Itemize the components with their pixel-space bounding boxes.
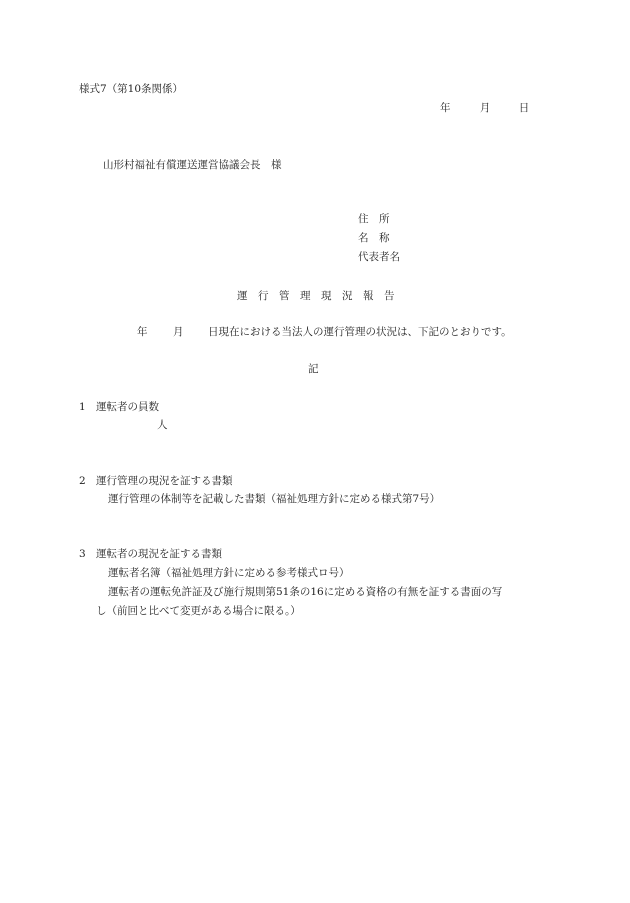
section-1-line-1: 人 (157, 419, 168, 431)
section-1-heading: 運転者の員数 (96, 401, 159, 413)
section-3-number: 3 (79, 548, 86, 560)
section-2-number: 2 (79, 475, 86, 487)
addressee: 山形村福祉有償運送運営協議会長 様 (103, 159, 282, 171)
statement-text: 日現在における当法人の運行管理の状況は、下記のとおりです。 (208, 326, 512, 338)
document-title: 運 行 管 理 現 況 報 告 (237, 290, 395, 302)
section-2-line-1: 運行管理の体制等を記載した書類（福祉処理方針に定める様式第7号） (108, 493, 441, 505)
section-3-heading: 運転者の現況を証する書類 (96, 548, 222, 560)
sender-address-label: 住 所 (358, 213, 390, 225)
form-label: 様式7（第10条関係） (79, 83, 184, 95)
date-day: 日 (518, 102, 530, 114)
date-year: 年 (440, 102, 451, 114)
sender-representative-label: 代表者名 (358, 251, 400, 263)
section-3-line-1: 運転者名簿（福祉処理方針に定める参考様式ロ号） (108, 567, 350, 579)
date-month: 月 (479, 102, 491, 114)
date-line (440, 101, 529, 115)
section-2-heading: 運行管理の現況を証する書類 (96, 475, 233, 487)
ki-mark: 記 (308, 363, 319, 375)
statement-month: 月 (173, 326, 184, 338)
statement-year: 年 (137, 326, 148, 338)
sender-name-label: 名 称 (358, 232, 390, 244)
section-3-line-3: し（前回と比べて変更がある場合に限る。） (96, 605, 301, 617)
section-1-number: 1 (79, 401, 86, 413)
section-3-line-2: 運転者の運転免許証及び施行規則第51条の16に定める資格の有無を証する書面の写 (108, 586, 503, 598)
